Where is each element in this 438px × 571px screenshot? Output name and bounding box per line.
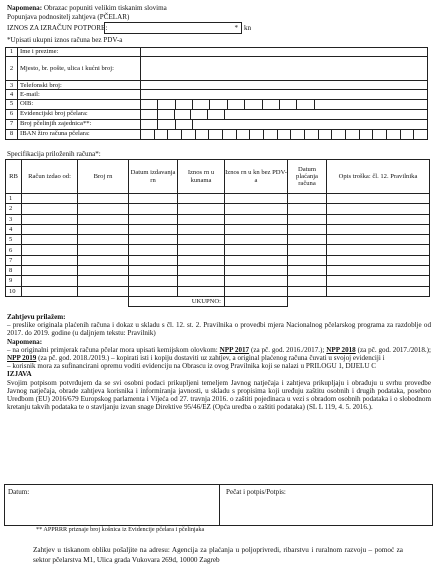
address-label: Mjesto, br. pošte, ulica i kućni broj: — [18, 57, 141, 81]
spec-cell[interactable] — [225, 214, 288, 224]
spec-row-number: 8 — [6, 266, 22, 276]
attachment-note-item: – korisnik mora za sufinancirani opremu voditi evidenciju na Obrascu iz ovog Pravilnika koji se nalazi u PRILOGU 1, DIJELU C — [7, 362, 376, 371]
spec-total-spacer — [6, 296, 129, 306]
spec-cell[interactable] — [225, 204, 288, 214]
spec-cell[interactable] — [78, 224, 129, 234]
spec-cell[interactable] — [288, 276, 327, 286]
spec-cell[interactable] — [225, 245, 288, 255]
amount-label: IZNOS ZA IZRAČUN POTPORE: — [7, 24, 108, 32]
spec-cell[interactable] — [288, 224, 327, 234]
spec-cell[interactable] — [78, 235, 129, 245]
attachment-item: – preslike originala plaćenih računa i dokaz u skladu s čl. 12. st. 2. Pravilnika o provedbi mjera Nacionalnog pčelarskog programa za razdoblje od 2017. do 2019. godine (u daljnjem tekstu: Pravilnik) — [7, 321, 431, 338]
spec-cell[interactable] — [225, 235, 288, 245]
row-number: 6 — [6, 109, 18, 119]
spec-row — [6, 276, 430, 286]
spec-row-number: 10 — [6, 286, 22, 296]
spec-cell[interactable] — [78, 214, 129, 224]
note-text: (za pč. god. 2016./2017.); — [249, 345, 327, 354]
spec-cell[interactable] — [129, 255, 178, 265]
spec-cell[interactable] — [225, 266, 288, 276]
signature-divider — [219, 485, 220, 525]
spec-cell[interactable] — [78, 286, 129, 296]
invoice-spec-table — [5, 159, 430, 307]
spec-cell[interactable] — [327, 276, 430, 286]
row-number: 4 — [6, 90, 18, 99]
note-text: Obrazac popuniti velikim tiskanim slovima — [43, 4, 167, 12]
spec-row-number: 9 — [6, 276, 22, 286]
col-rb: RB — [6, 160, 22, 194]
note-line — [7, 4, 167, 12]
spec-cell[interactable] — [327, 255, 430, 265]
spec-total-spacer — [288, 296, 430, 306]
note-text: (za pč. god. 2017./2018.); — [355, 345, 431, 354]
spec-cell[interactable] — [288, 255, 327, 265]
spec-cell[interactable] — [22, 266, 78, 276]
spec-cell[interactable] — [178, 245, 225, 255]
spec-cell[interactable] — [288, 286, 327, 296]
applicant-row — [6, 119, 428, 129]
spec-row-number: 3 — [6, 214, 22, 224]
spec-cell[interactable] — [178, 266, 225, 276]
spec-row — [6, 204, 430, 214]
note-label: Napomena: — [7, 4, 43, 12]
statement-title: IZJAVA — [7, 370, 32, 379]
date-field[interactable] — [7, 497, 217, 523]
oib-label: OIB: — [18, 99, 141, 109]
spec-row — [6, 286, 430, 296]
amount-hint: *Upisati ukupni iznos računa bez PDV-a — [7, 36, 123, 44]
spec-row — [6, 266, 430, 276]
oib-field[interactable] — [141, 99, 428, 109]
statement-text: Svojim potpisom potvrđujem da se svi osobni podaci prikupljeni temeljem Javnog natječaja i zahtjeva prikupljaju i obrađuju u svrhu provedbe Javnog natječaja, obrade zahtjeva korisnika i informiranja javnosti, u skladu s propisima koji uređuju zaštitu osobnih i drugih podataka, posebno Uredbom (EU) 2016/679 Europskog parlamenta i Vijeća od 27. travnja 2016. o zaštiti pojedinaca u vezi s obradom osobnih podataka i o slobodnom kretanju takvih podataka te o stavljanju izvan snage Direktive 95/46/EZ (Opća uredba o zaštiti podataka) (SL L 119, 4. 5. 2016.). — [7, 378, 431, 412]
spec-cell[interactable] — [129, 204, 178, 214]
attachments-section — [7, 313, 431, 411]
spec-header-row — [6, 160, 430, 194]
spec-cell[interactable] — [288, 266, 327, 276]
spec-cell[interactable] — [225, 276, 288, 286]
attachment-note-item — [7, 346, 431, 362]
npp-2018: NPP 2018 — [326, 345, 356, 354]
footnote: ** APPRRR priznaje broj košnica iz Evidencije pčelara i pčelinjaka — [36, 526, 205, 533]
spec-cell[interactable] — [178, 214, 225, 224]
spec-cell[interactable] — [225, 255, 288, 265]
spec-cell[interactable] — [327, 286, 430, 296]
spec-cell[interactable] — [225, 194, 288, 204]
spec-cell[interactable] — [178, 255, 225, 265]
amount-star: * — [234, 24, 238, 32]
spec-cell[interactable] — [225, 286, 288, 296]
spec-row-number: 7 — [6, 255, 22, 265]
spec-cell[interactable] — [129, 224, 178, 234]
spec-row — [6, 214, 430, 224]
email-field[interactable] — [141, 90, 428, 99]
spec-row — [6, 194, 430, 204]
col-issuer: Račun izdao od: — [22, 160, 78, 194]
spec-cell[interactable] — [129, 245, 178, 255]
spec-row-number: 6 — [6, 245, 22, 255]
col-cost-description: Opis troška: čl. 12. Pravilnika — [327, 160, 430, 194]
spec-title: Specifikacija priloženih računa*: — [7, 150, 101, 158]
spec-row-number: 5 — [6, 235, 22, 245]
applicant-row — [6, 99, 428, 109]
npp-2017: NPP 2017 — [219, 345, 250, 354]
attachments-note-title: Napomena: — [7, 337, 43, 346]
spec-cell[interactable] — [129, 266, 178, 276]
spec-cell[interactable] — [178, 235, 225, 245]
npp-2019: NPP 2019 — [7, 354, 37, 363]
note-text: – na originalni primjerak računa pčelar mora upisati kemijskom olovkom: — [7, 345, 220, 354]
spec-cell[interactable] — [327, 266, 430, 276]
spec-cell[interactable] — [78, 204, 129, 214]
applicant-row — [6, 81, 428, 90]
name-field[interactable] — [141, 48, 428, 57]
spec-cell[interactable] — [225, 224, 288, 234]
spec-row-number: 2 — [6, 204, 22, 214]
beekeeper-id-field[interactable] — [141, 109, 428, 119]
total-value-field[interactable] — [225, 296, 288, 306]
col-amount-no-vat: Iznos rn u kn bez PDV-a — [225, 160, 288, 194]
spec-cell[interactable] — [22, 276, 78, 286]
spec-total-row — [6, 296, 430, 306]
col-amount: Iznos rn u kunama — [178, 160, 225, 194]
spec-cell[interactable] — [327, 204, 430, 214]
submitted-by: Popunjava podnositelj zahtjeva (PČELAR) — [7, 13, 130, 21]
spec-cell[interactable] — [327, 214, 430, 224]
colonies-field[interactable] — [141, 119, 428, 129]
applicant-row — [6, 48, 428, 57]
footer-address: Zahtjev u tiskanom obliku pošaljite na adresu: Agencija za plaćanja u poljoprivredi, ribarstvu i ruralnom razvoju – pomoć za sektor pčelarstva M1, Ulica grada Vukovara 269d, 10000 Zagreb — [33, 546, 403, 564]
phone-field[interactable] — [141, 81, 428, 90]
note-text: (za pč. god. 2018./2019.) – kopirati isti i kopiju dostaviti uz zahtjev, a original plaćenog računa čuvati u svojoj evidenciji i — [36, 354, 385, 363]
spec-cell[interactable] — [288, 214, 327, 224]
phone-label: Telefonski broj: — [18, 81, 141, 90]
row-number: 1 — [6, 48, 18, 57]
applicant-row — [6, 109, 428, 119]
spec-cell[interactable] — [22, 245, 78, 255]
spec-cell[interactable] — [288, 204, 327, 214]
amount-input[interactable] — [104, 22, 242, 34]
spec-row-number: 4 — [6, 224, 22, 234]
spec-cell[interactable] — [129, 194, 178, 204]
address-field[interactable] — [141, 57, 428, 81]
row-number: 7 — [6, 119, 18, 129]
spec-cell[interactable] — [129, 235, 178, 245]
applicant-row — [6, 129, 428, 139]
spec-cell[interactable] — [129, 286, 178, 296]
spec-cell[interactable] — [78, 194, 129, 204]
spec-cell[interactable] — [327, 245, 430, 255]
spec-cell[interactable] — [78, 276, 129, 286]
signature-field[interactable] — [223, 497, 430, 523]
spec-cell[interactable] — [22, 286, 78, 296]
applicant-table — [5, 47, 428, 140]
date-label: Datum: — [8, 488, 30, 496]
spec-cell[interactable] — [129, 214, 178, 224]
spec-cell[interactable] — [178, 276, 225, 286]
colonies-label: Broj pčelinjih zajednica**: — [18, 119, 141, 129]
spec-cell[interactable] — [22, 204, 78, 214]
spec-cell[interactable] — [22, 255, 78, 265]
email-label: E-mail: — [18, 90, 141, 99]
spec-cell[interactable] — [22, 214, 78, 224]
spec-row-number: 1 — [6, 194, 22, 204]
spec-cell[interactable] — [178, 286, 225, 296]
spec-cell[interactable] — [327, 224, 430, 234]
spec-cell[interactable] — [129, 276, 178, 286]
spec-cell[interactable] — [78, 255, 129, 265]
spec-cell[interactable] — [288, 235, 327, 245]
attachments-title: Zahtjevu prilažem: — [7, 313, 66, 321]
col-issue-date: Datum izdavanja rn — [129, 160, 178, 194]
spec-row — [6, 235, 430, 245]
spec-cell[interactable] — [327, 194, 430, 204]
spec-row — [6, 245, 430, 255]
spec-cell[interactable] — [327, 235, 430, 245]
spec-cell[interactable] — [178, 204, 225, 214]
applicant-row — [6, 90, 428, 99]
spec-cell[interactable] — [288, 245, 327, 255]
spec-cell[interactable] — [178, 194, 225, 204]
col-payment-date: Datum plaćanja računa — [288, 160, 327, 194]
row-number: 5 — [6, 99, 18, 109]
applicant-row — [6, 57, 428, 81]
row-number: 8 — [6, 129, 18, 139]
spec-cell[interactable] — [178, 224, 225, 234]
spec-cell[interactable] — [22, 224, 78, 234]
stamp-signature-label: Pečat i potpis/Potpis: — [226, 488, 286, 496]
spec-cell[interactable] — [22, 194, 78, 204]
row-number: 2 — [6, 57, 18, 81]
amount-unit: kn — [244, 24, 252, 32]
spec-row — [6, 255, 430, 265]
beekeeper-id-label: Evidencijski broj pčelara: — [18, 109, 141, 119]
iban-label: IBAN žiro računa pčelara: — [18, 129, 141, 139]
spec-cell[interactable] — [78, 266, 129, 276]
name-label: Ime i prezime: — [18, 48, 141, 57]
total-label: UKUPNO: — [129, 296, 225, 306]
col-invoice-number: Broj rn — [78, 160, 129, 194]
spec-cell[interactable] — [288, 194, 327, 204]
spec-cell[interactable] — [22, 235, 78, 245]
signature-box — [4, 484, 433, 526]
row-number: 3 — [6, 81, 18, 90]
iban-field[interactable] — [141, 129, 428, 139]
spec-cell[interactable] — [78, 245, 129, 255]
spec-row — [6, 224, 430, 234]
